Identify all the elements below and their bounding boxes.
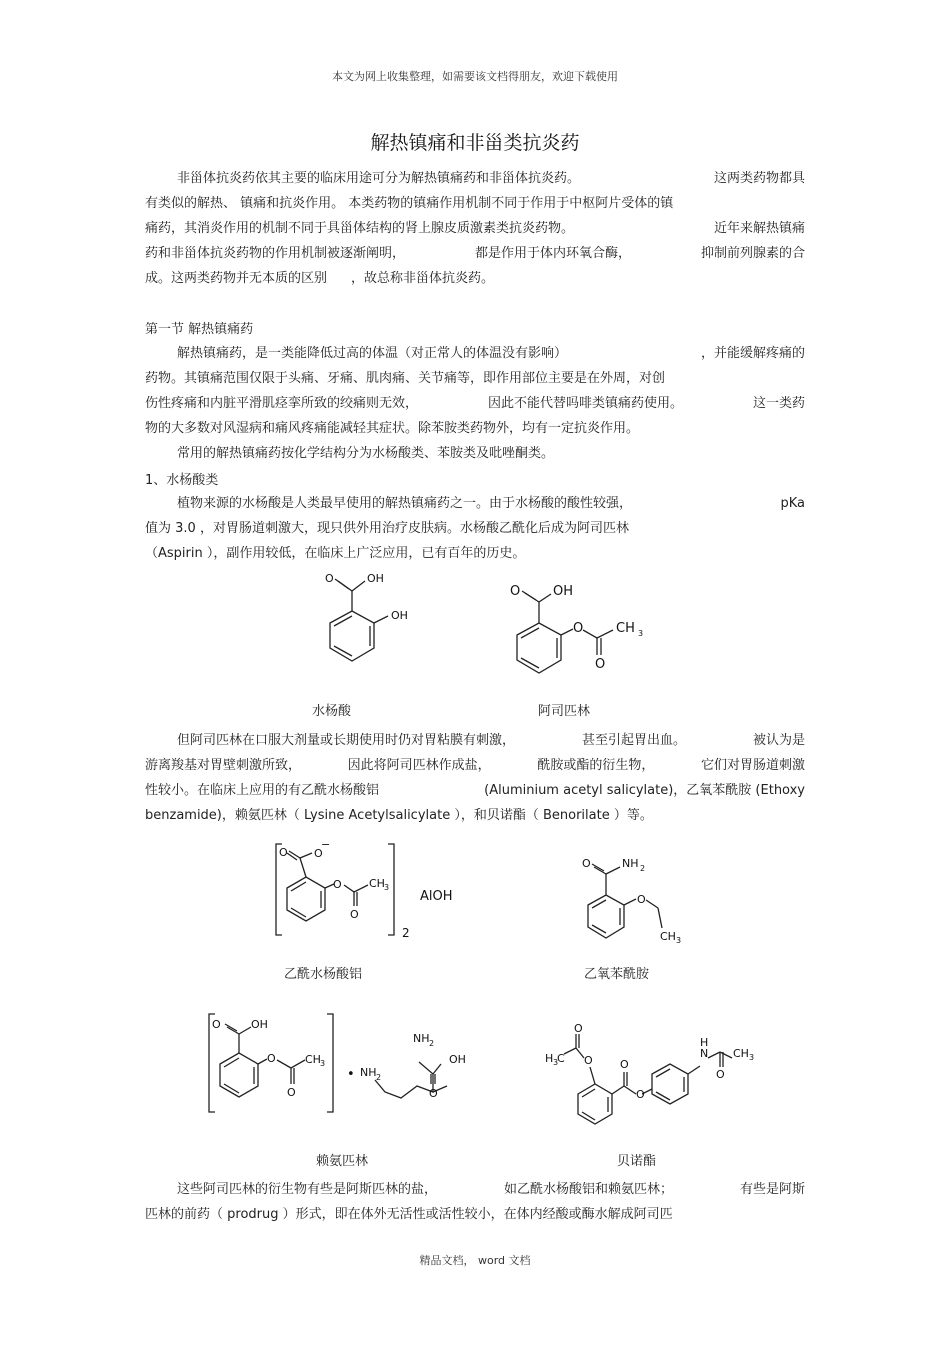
svg-text:O: O xyxy=(429,1087,438,1100)
svg-text:AlOH: AlOH xyxy=(420,889,453,904)
svg-text:CH: CH xyxy=(660,930,676,943)
derivative-line: 这些阿司匹林的衍生物有些是阿斯匹林的盐， 如乙酰水杨酸铝和赖氨匹林； 有些是阿斯 xyxy=(177,1182,805,1197)
svg-text:3: 3 xyxy=(638,629,644,638)
svg-text:O: O xyxy=(333,878,342,891)
svg-text:OH: OH xyxy=(391,609,408,622)
aspirin-line: benzamide)，赖氨匹林（ Lysine Acetylsalicylate ），和贝诺酯（ Benorilate ）等。 xyxy=(145,808,653,823)
benorilate-label: 贝诺酯 xyxy=(617,1154,657,1169)
section1-line: 常用的解热镇痛药按化学结构分为水杨酸类、苯胺类及吡唑酮类。 xyxy=(177,446,555,461)
intro-line: 痛药，其消炎作用的机制不同于具甾体结构的肾上腺皮质激素类抗炎药物。 近年来解热镇痛 xyxy=(145,221,805,236)
svg-text:O: O xyxy=(584,1054,593,1067)
svg-text:O: O xyxy=(716,1068,725,1081)
svg-text:H: H xyxy=(545,1052,554,1065)
salicylic-acid-label: 水杨酸 xyxy=(312,704,352,719)
svg-text:OH: OH xyxy=(553,584,574,599)
svg-text:OH: OH xyxy=(251,1018,268,1031)
svg-text:3: 3 xyxy=(749,1053,755,1062)
svg-text:3: 3 xyxy=(384,883,390,892)
svg-text:O: O xyxy=(582,857,591,870)
svg-text:−: − xyxy=(321,838,331,851)
aspirin-line: 游离羧基对胃壁刺激所致， 因此将阿司匹林作成盐， 酰胺或酯的衍生物， 它们对胃肠道刺激 xyxy=(145,758,805,773)
lysine-acetylsalicylate-label: 赖氨匹林 xyxy=(316,1154,369,1169)
aluminium-acetylsalicylate-structure xyxy=(272,840,472,945)
svg-text:•: • xyxy=(347,1067,355,1082)
section1-line: 药物。其镇痛范围仅限于头痛、牙痛、肌肉痛、关节痛等，即作用部位主要是在外周，对创 xyxy=(145,371,666,386)
svg-text:O: O xyxy=(279,846,288,859)
salicylic-line: （Aspirin ），副作用较低，在临床上广泛应用，已有百年的历史。 xyxy=(145,546,526,561)
svg-text:CH: CH xyxy=(369,877,385,890)
svg-text:N: N xyxy=(700,1047,709,1060)
svg-text:O: O xyxy=(573,621,584,636)
intro-paragraph xyxy=(145,166,805,291)
svg-text:3: 3 xyxy=(676,936,682,945)
svg-text:2: 2 xyxy=(640,864,646,873)
subsection-1-heading: 1、水杨酸类 xyxy=(145,473,219,488)
svg-text:O: O xyxy=(636,1088,645,1101)
svg-text:O: O xyxy=(287,1086,296,1099)
salicylic-paragraph xyxy=(145,491,805,566)
salicylic-line: 植物来源的水杨酸是人类最早使用的解热镇痛药之一。由于水杨酸的酸性较强， pKa xyxy=(177,496,805,511)
aspirin-label: 阿司匹林 xyxy=(538,704,591,719)
salicylic-line: 值为 3.0 ，对胃肠道刺激大，现只供外用治疗皮肤病。水杨酸乙酰化后成为阿司匹林 xyxy=(145,521,629,536)
svg-text:O: O xyxy=(325,572,334,585)
section1-line: 物的大多数对风湿病和痛风疼痛能减轻其症状。除苯胺类药物外，均有一定抗炎作用。 xyxy=(145,421,640,436)
svg-text:O: O xyxy=(510,584,521,599)
intro-line: 非甾体抗炎药依其主要的临床用途可分为解热镇痛药和非甾体抗炎药。 这两类药物都具 xyxy=(177,171,805,186)
svg-text:CH: CH xyxy=(305,1053,321,1066)
aspirin-line: 性较小。在临床上应用的有乙酰水杨酸铝 (Aluminium acetyl salicylate)，乙氧苯酰胺 (Ethoxy xyxy=(145,783,805,798)
aspirin-structure xyxy=(505,580,655,680)
svg-text:O: O xyxy=(267,1052,276,1065)
intro-line: 成。这两类药物并无本质的区别 ，故总称非甾体抗炎药。 xyxy=(145,271,495,286)
page-header: 本文为网上收集整理，如需要该文档得朋友，欢迎下载使用 xyxy=(332,70,618,83)
page-title: 解热镇痛和非甾类抗炎药 xyxy=(370,132,580,154)
svg-text:H: H xyxy=(700,1036,709,1049)
section-1-paragraph xyxy=(145,341,805,466)
svg-text:NH: NH xyxy=(360,1066,377,1079)
svg-text:OH: OH xyxy=(449,1053,466,1066)
svg-text:NH: NH xyxy=(622,857,639,870)
benorilate-structure xyxy=(540,1022,780,1122)
lysine-acetylsalicylate-structure xyxy=(205,1012,485,1117)
section-1-heading: 第一节 解热镇痛药 xyxy=(145,322,254,337)
svg-text:CH: CH xyxy=(733,1047,749,1060)
salicylic-acid-structure xyxy=(295,568,415,678)
svg-text:OH: OH xyxy=(367,572,384,585)
section1-line: 伤性疼痛和内脏平滑肌痉挛所致的绞痛则无效， 因此不能代替吗啡类镇痛药使用。 这一类药 xyxy=(145,396,805,411)
svg-text:C: C xyxy=(557,1052,565,1065)
aluminium-acetylsalicylate-label: 乙酰水杨酸铝 xyxy=(284,967,363,982)
section1-line: 解热镇痛药，是一类能降低过高的体温（对正常人的体温没有影响） ，并能缓解疼痛的 xyxy=(177,346,805,361)
derivative-line: 匹林的前药（ prodrug ）形式，即在体外无活性或活性较小，在体内经酸或酶水解成阿司匹 xyxy=(145,1207,673,1222)
aspirin-paragraph xyxy=(145,728,805,828)
svg-text:O: O xyxy=(574,1022,583,1035)
svg-text:3: 3 xyxy=(553,1058,559,1067)
svg-text:O: O xyxy=(350,908,359,921)
page-footer: 精品文档， word 文档 xyxy=(419,1254,531,1267)
aspirin-line: 但阿司匹林在口服大剂量或长期使用时仍对胃粘膜有刺激， 甚至引起胃出血。 被认为是 xyxy=(177,733,805,748)
svg-text:2: 2 xyxy=(376,1073,382,1082)
ethoxybenzamide-structure xyxy=(578,850,708,950)
svg-text:NH: NH xyxy=(413,1032,430,1045)
intro-line: 有类似的解热、 镇痛和抗炎作用。 本类药物的镇痛作用机制不同于作用于中枢阿片受体的镇 xyxy=(145,196,674,211)
svg-text:O: O xyxy=(314,847,323,860)
svg-text:2: 2 xyxy=(429,1039,435,1048)
svg-text:O: O xyxy=(637,893,646,906)
svg-text:O: O xyxy=(595,657,606,672)
ethoxybenzamide-label: 乙氧苯酰胺 xyxy=(584,967,650,982)
svg-text:O: O xyxy=(212,1018,221,1031)
derivative-paragraph xyxy=(145,1177,805,1227)
svg-text:CH: CH xyxy=(616,621,635,636)
svg-text:O: O xyxy=(620,1058,629,1071)
svg-text:2: 2 xyxy=(402,926,410,940)
svg-text:3: 3 xyxy=(320,1059,326,1068)
intro-line: 药和非甾体抗炎药物的作用机制被逐渐阐明， 都是作用于体内环氧合酶， 抑制前列腺素的合 xyxy=(145,246,805,261)
